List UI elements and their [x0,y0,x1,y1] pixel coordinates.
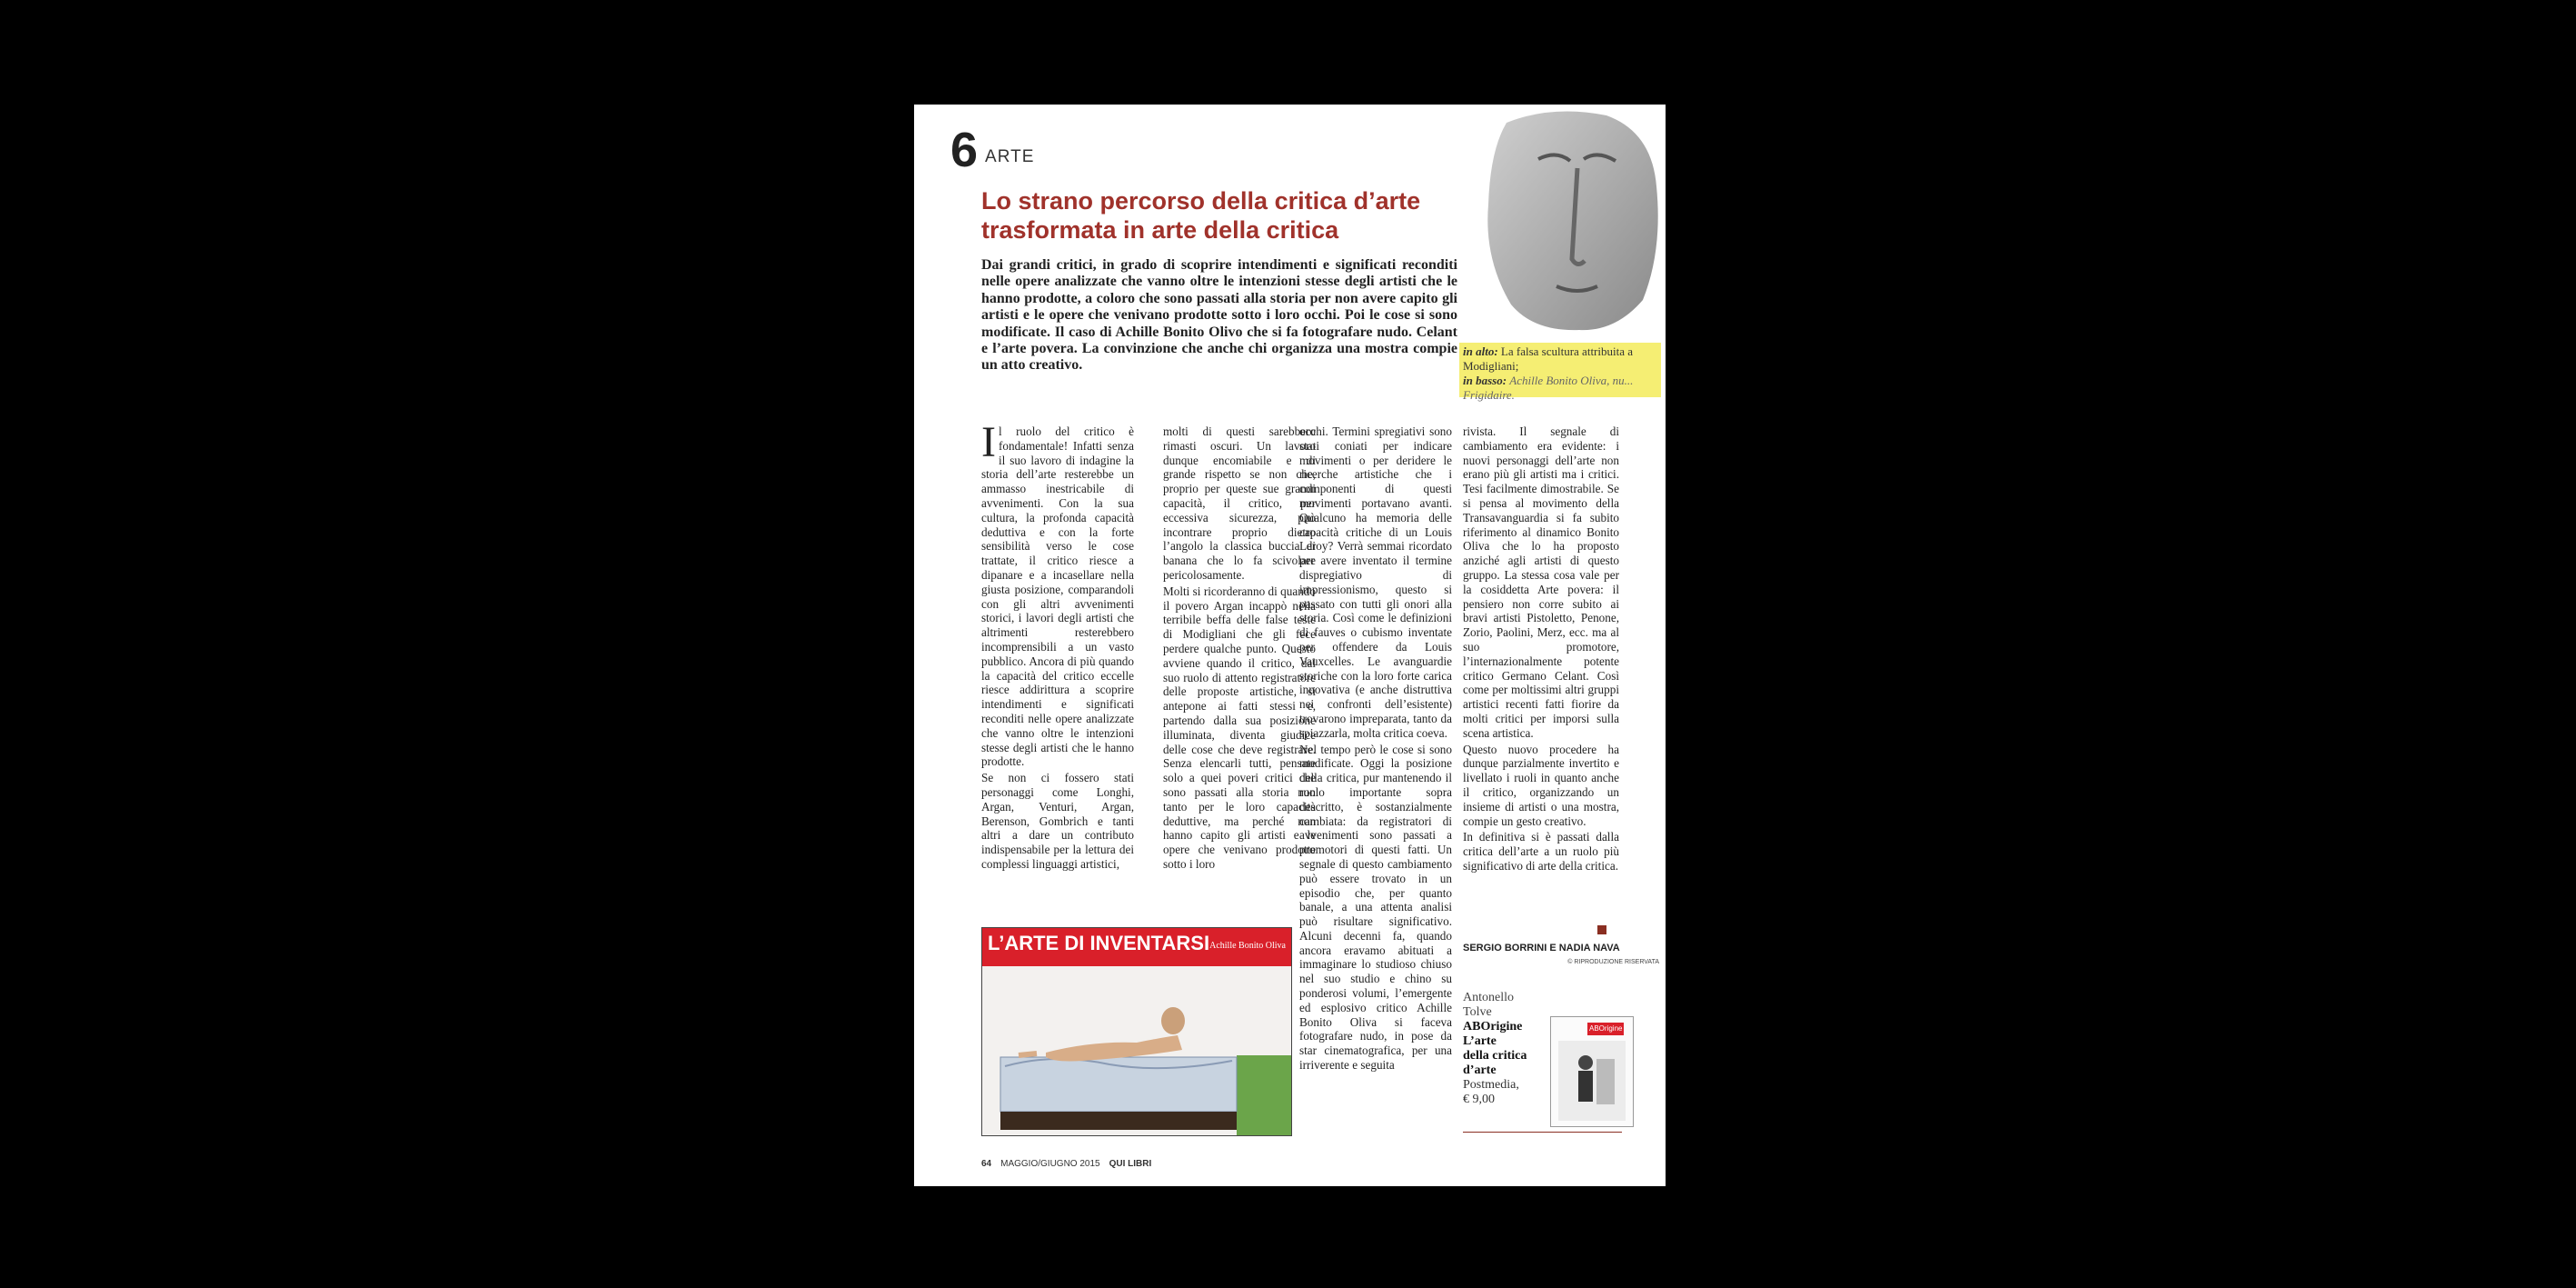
article-title [981,186,1472,245]
magazine-name: QUI LIBRI [1109,1159,1152,1169]
book-author-last: Tolve [1463,1005,1492,1019]
book-divider [1463,1132,1622,1133]
paragraph: In definitiva si è passati dalla critica dell’arte a un ruolo più significativo di arte della critica. [1463,830,1619,873]
book-price: € 9,00 [1463,1093,1495,1106]
article-column-4 [1463,424,1619,915]
paragraph: Questo nuovo procedere ha dunque parzialmente invertito e livellato i ruoli in quanto anche il critico, organizzando un insieme di artisti o una mostra, compie un gesto creativo. [1463,742,1619,828]
section-number: 6 [950,123,979,177]
book-cover-figure [1558,1041,1626,1121]
book-author-first: Antonello [1463,991,1514,1004]
copyright-note: © RIPRODUZIONE RISERVATA [1567,959,1659,965]
article-column-3 [1299,424,1452,1170]
section-label: ARTE [985,147,1035,166]
paragraph: Se non ci fossero stati personaggi come Longhi, Argan, Venturi, Argan, Berenson, Gombrich e tanti altri a dare un contributo indispensabile per la lettura dei complessi linguaggi artistici, [981,771,1134,871]
book-cover-title: ABOrigine [1589,1024,1623,1033]
reclining-figure-illustration [982,966,1291,1135]
book-title-1: ABOrigine [1463,1020,1523,1033]
caption-bottom-text: Achille Bonito Oliva, nu... Frigidaire. [1463,374,1634,402]
book-cover [1550,1016,1634,1127]
image-caption [1459,343,1661,402]
article-column-2 [1163,424,1316,920]
book-title-3: della critica [1463,1049,1527,1063]
issue-date: MAGGIO/GIUGNO 2015 [1000,1159,1100,1169]
end-of-article-mark [1597,925,1606,934]
page-footer [981,1159,1345,1169]
book-reference [1463,991,1563,1107]
paragraph: molti di questi sarebbero rimasti oscuri. Un lavoro dunque encomiabile e di grande rispetto se non che, proprio per queste sue grandi capacità, il critico, per eccessiva sicurezza, può incontrare proprio dietro l’angolo la classica buccia di banana che lo fa scivolare pericolosamente. [1163,424,1316,582]
sculpture-image [1470,105,1666,336]
drop-cap: I [981,418,996,466]
book-publisher: Postmedia, [1463,1078,1519,1092]
paragraph: occhi. Termini spregiativi sono stati coniati per indicare movimenti o per deridere le ricerche artistiche che i componenti di questi movimenti portavano avanti. Qualcuno ha memoria delle capacità critiche di un Louis Leroy? Verrà semmai ricordato per avere inventato il termine dispregiativo di impressionismo, questo si passato con tutti gli onori alla storia. Così come le definizioni di fauves o cubismo inventate per offendere da Louis Vauxcelles. Le avanguardie storiche con la loro forte carica innovativa (e anche distruttiva nei confronti dell’esistente) trovarono impreparata, tanto da spiazzarla, molta critica coeva. [1299,424,1452,740]
photo-banner [982,928,1291,966]
magazine-photo [981,927,1292,1136]
caption-top-text: La falsa scultura attribuita a Modigliani; [1463,344,1634,373]
article-lede: Dai grandi critici, in grado di scoprire intendimenti e significati reconditi nelle opere analizzate che vanno oltre le intenzioni stesse degli artisti che le hanno prodotte, a coloro che sono passati alla storia per non avere capito gli artisti e le opere che venivano prodotte sotto i loro occhi. Poi le cose si sono modificate. Il caso di Achille Bonito Olivo che si fa fotografare nudo. Celant e l’arte povera. La convinzione che anche chi organizza una mostra compie un atto creativo. [981,257,1457,374]
paragraph: Nel tempo però le cose si sono modificate. Oggi la posizione della critica, pur mantenendo il ruolo importante sopra descritto, è sostanzialmente cambiata: da registratori di avvenimenti sono passati a promotori di questi fatti. Un segnale di questo cambiamento può essere trovato in un episodio che, per quanto banale, a una attenta analisi può risultare significativo. Alcuni decenni fa, quando ancora eravamo abituati a immaginare lo studioso chiuso nel suo studio e chino su ponderosi volumi, l’emergente ed esplosivo critico Achille Bonito Oliva si faceva fotografare nudo, in pose da star cinematografica, per una irriverente e seguita [1299,742,1452,1073]
paragraph: rivista. Il segnale di cambiamento era evidente: i nuovi personaggi dell’arte non erano più gli artisti ma i critici. Tesi facilmente dimostrabile. Se si pensa al movimento della Transavanguardia si fa subito riferimento al dinamico Bonito Oliva che lo ha proposto anziché agli artisti di questo gruppo. La stessa cosa vale per la cosiddetta Arte povera: il pensiero non corre subito ai bravi artisti Pistoletto, Penone, Zorio, Paolini, Merz, ecc. ma al suo promotore, l’internazionalmente potente critico Germano Celant. Così come per moltissimi altri gruppi artistici recenti fatti fiorire da molti critici per imporsi sulla scena artistica. [1463,424,1619,740]
title-line-2: trasformata in arte della critica [981,216,1339,244]
section-kicker [950,123,1034,177]
caption-top-label: in alto: [1463,344,1498,358]
photo-banner-title: L’ARTE DI INVENTARSI [988,932,1210,954]
magazine-page [914,105,1666,1186]
caption-bottom-label: in basso: [1463,374,1507,387]
title-line-1: Lo strano percorso della critica d’arte [981,187,1421,215]
paragraph: Il ruolo del critico è fondamentale! Infatti senza il suo lavoro di indagine la storia dell’arte resterebbe un ammasso inestricabile di avvenimenti. Con la sua cultura, la profonda capacità deduttiva e con la forte sensibilità verso le cose trattate, il critico riesce a dipanare e a incasellare nella giusta posizione, comparandoli con gli altri avvenimenti storici, i lavori degli artisti che altrimenti resterebbero incomprensibili a un vasto pubblico. Ancora di più quando la capacità del critico eccelle riesce addirittura a scoprire intendimenti e significati reconditi nelle opere analizzate che vanno oltre le intenzioni stesse degli artisti che le hanno prodotte. [981,418,1134,769]
paragraph: Molti si ricorderanno di quando il povero Argan incappò nella terribile beffa delle false teste di Modigliani che gli fece perdere qualche punto. Questo avviene quando il critico, dal suo ruolo di attento registratore delle proposte artistiche, si antepone ai fatti stessi e, partendo dalla sua posizione illuminata, diventa giudice delle cose che deve registrare. Senza elencarli tutti, pensate solo a quei poveri critici che sono passati alla storia non tanto per le loro capacità deduttive, ma perché non hanno capito gli artisti e le opere che venivano prodotte sotto i loro [1163,584,1316,871]
author-byline: SERGIO BORRINI E NADIA NAVA [1463,943,1620,954]
photo-banner-subtitle: Achille Bonito Oliva [1209,941,1286,951]
book-title-4: d’arte [1463,1063,1497,1077]
page-number: 64 [981,1159,992,1169]
article-column-1 [981,418,1134,920]
book-title-2: L’arte [1463,1034,1497,1048]
